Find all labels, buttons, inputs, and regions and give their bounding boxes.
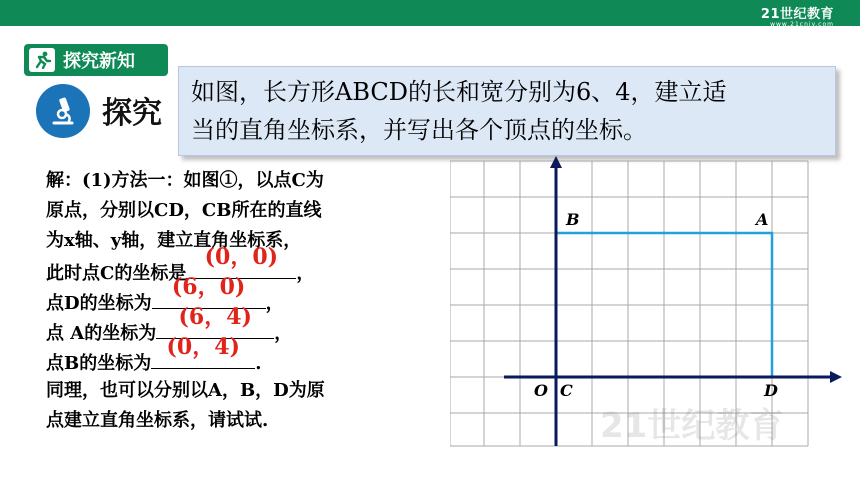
question-box [178, 66, 836, 156]
solution-line: 同理，也可以分别以A，B，D为原 [46, 380, 325, 401]
solution-line: 为x轴、y轴，建立直角坐标系， [46, 230, 302, 251]
label-b: B [566, 210, 580, 229]
explore-heading: 探究 [102, 96, 162, 131]
question-line-1: 如图，长方形ABCD的长和宽分别为6、4，建立适 [191, 78, 727, 106]
microscope-icon [36, 84, 90, 138]
answer-c: (0，0) [204, 244, 279, 270]
brand-logo [761, 3, 834, 28]
runner-icon [29, 48, 55, 72]
section-tag-label: 探究新知 [63, 51, 135, 72]
solution-suffix: ， [296, 263, 315, 284]
section-tag [24, 44, 168, 76]
label-c: C [560, 381, 573, 400]
solution-prefix: 点B的坐标为 [46, 353, 152, 374]
answer-d: (6，0) [171, 274, 246, 300]
answer-b: (0，4) [166, 334, 240, 360]
solution-prefix: 点D的坐标为 [46, 293, 152, 314]
y-axis [550, 156, 562, 446]
label-a: A [756, 210, 769, 229]
brand-name: 21世纪教育 [760, 7, 834, 22]
brand-watermark: 21世纪教育 [600, 406, 784, 446]
top-bar [0, 0, 860, 26]
solution-suffix: ， [265, 293, 284, 314]
label-d: D [764, 381, 778, 400]
solution-line-b [46, 334, 446, 376]
answer-a: (6，4) [178, 304, 252, 330]
question-line-2: 当的直角坐标系，并写出各个顶点的坐标。 [191, 116, 647, 144]
answer-blank-b [151, 334, 255, 369]
label-o: O [534, 381, 548, 400]
solution-text [46, 166, 446, 436]
brand-url: www.21cnjy.com [770, 21, 834, 28]
solution-line: 原点，分别以CD，CB所在的直线 [46, 200, 322, 221]
solution-line: 点建立直角坐标系，请试试. [46, 410, 269, 431]
solution-prefix: 点 A的坐标为 [46, 323, 157, 344]
solution-suffix: . [255, 353, 262, 374]
solution-suffix: ， [274, 323, 293, 344]
solution-line: 解：(1)方法一：如图①，以点C为 [46, 170, 324, 191]
solution-prefix: 此时点C的坐标是 [46, 263, 187, 284]
